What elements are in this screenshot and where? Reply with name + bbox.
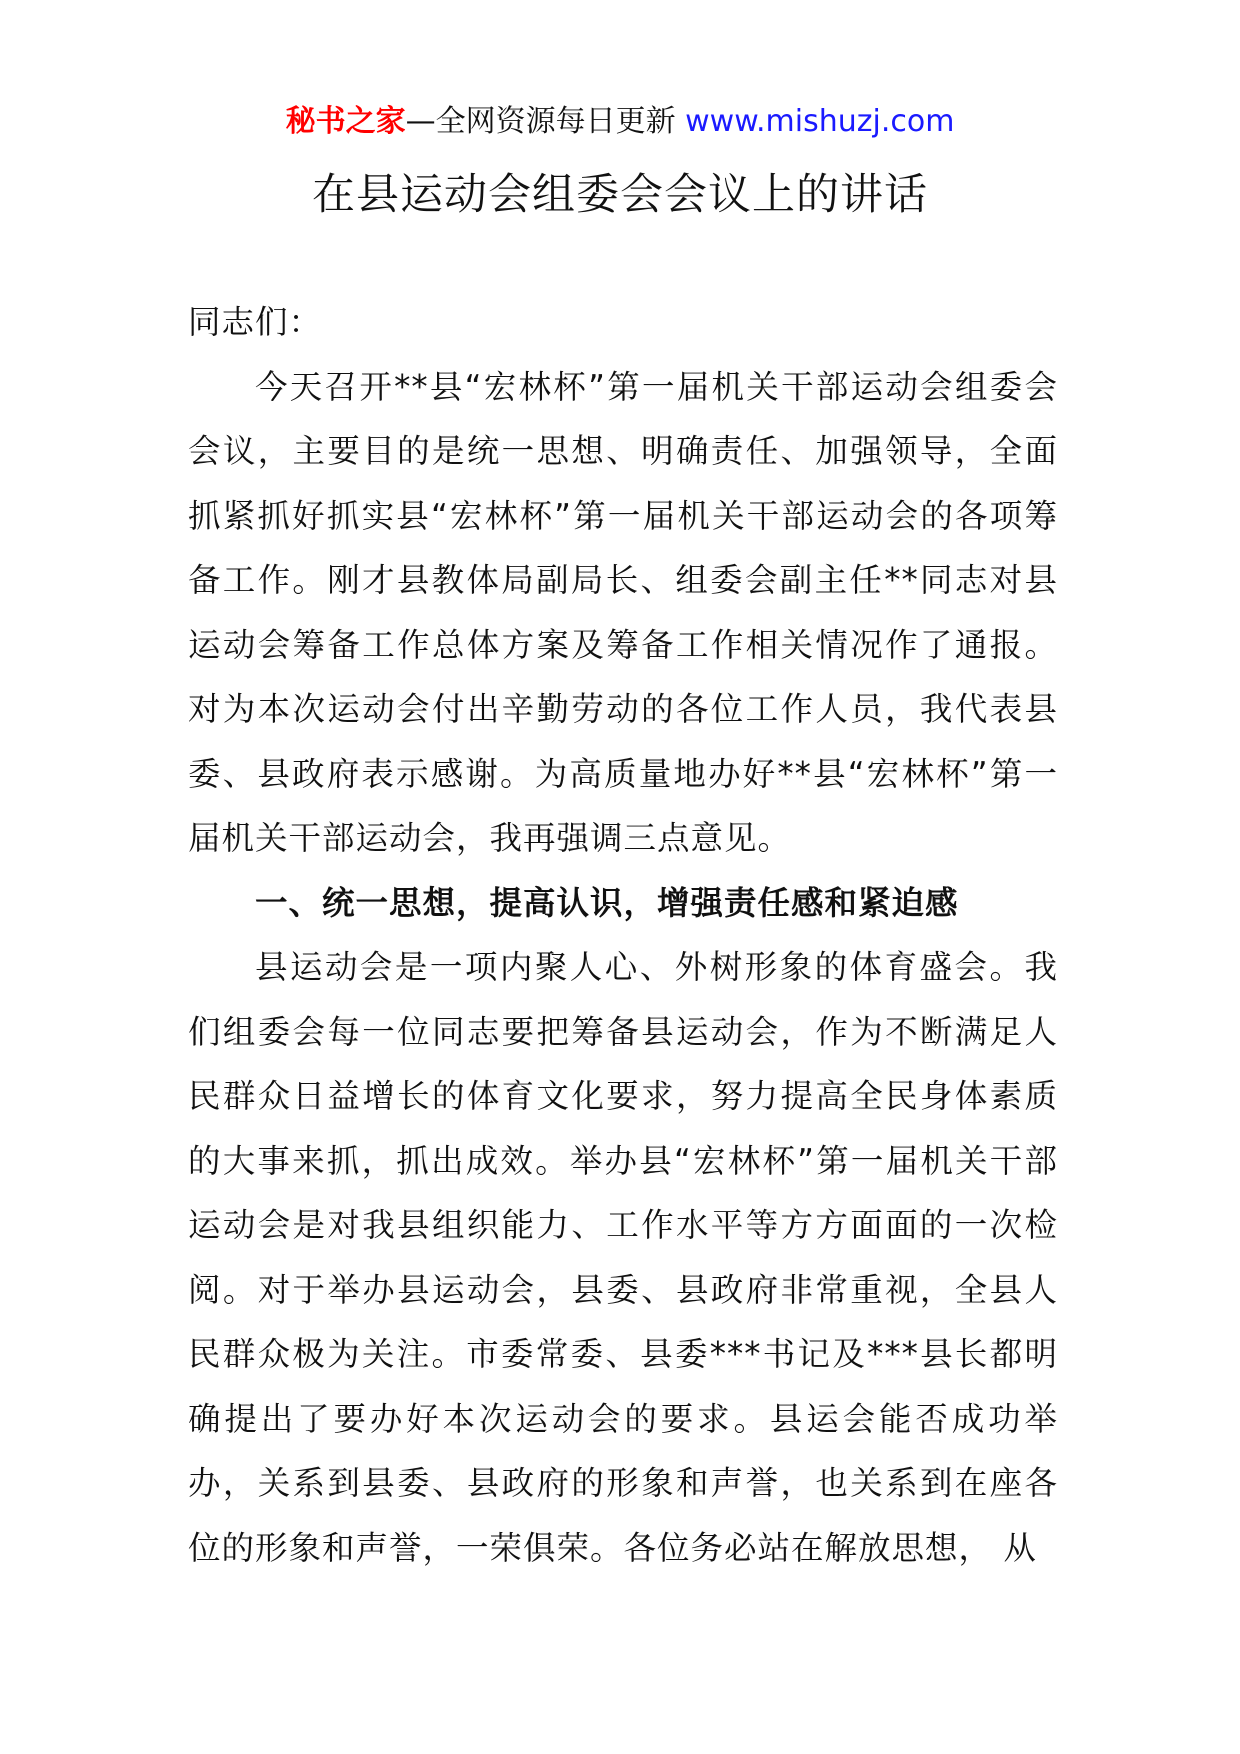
document-body <box>188 290 1058 1580</box>
site-url-link[interactable]: www.mishuzj.com <box>685 104 955 139</box>
section-heading-1: 一、统一思想，提高认识，增强责任感和紧迫感 <box>255 883 959 922</box>
header-tagline: —全网资源每日更新 <box>405 104 686 139</box>
brand-name: 秘书之家 <box>285 104 406 139</box>
salutation: 同志们： <box>188 303 323 341</box>
paragraph-intro: 今天召开**县“宏林杯”第一届机关干部运动会组委会会议，主要目的是统一思想、明确责任、加强领导，全面抓紧抓好抓实县“宏林杯”第一届机关干部运动会的各项筹备工作。刚才县教体局副局长、组委会副主任**同志对县运动会筹备工作总体方案及筹备工作相关情况作了通报。对为本次运动会付出辛勤劳动的各位工作人员，我代表县委、县政府表示感谢。为高质量地办好**县“宏林杯”第一届机关干部运动会，我再强调三点意见。 <box>188 367 1058 857</box>
header-banner <box>0 100 1240 144</box>
paragraph-section-1: 县运动会是一项内聚人心、外树形象的体育盛会。我们组委会每一位同志要把筹备县运动会，作为不断满足人民群众日益增长的体育文化要求，努力提高全民身体素质的大事来抓，抓出成效。举办县“宏林杯”第一届机关干部运动会是对我县组织能力、工作水平等方方面面的一次检阅。对于举办县运动会，县委、县政府非常重视，全县人民群众极为关注。市委常委、县委***书记及***县长都明确提出了要办好本次运动会的要求。县运会能否成功举办，关系到县委、县政府的形象和声誉，也关系到在座各位的形象和声誉，一荣俱荣。各位务必站在解放思想， 从 <box>188 948 1058 1567</box>
document-title: 在县运动会组委会会议上的讲话 <box>312 170 928 220</box>
